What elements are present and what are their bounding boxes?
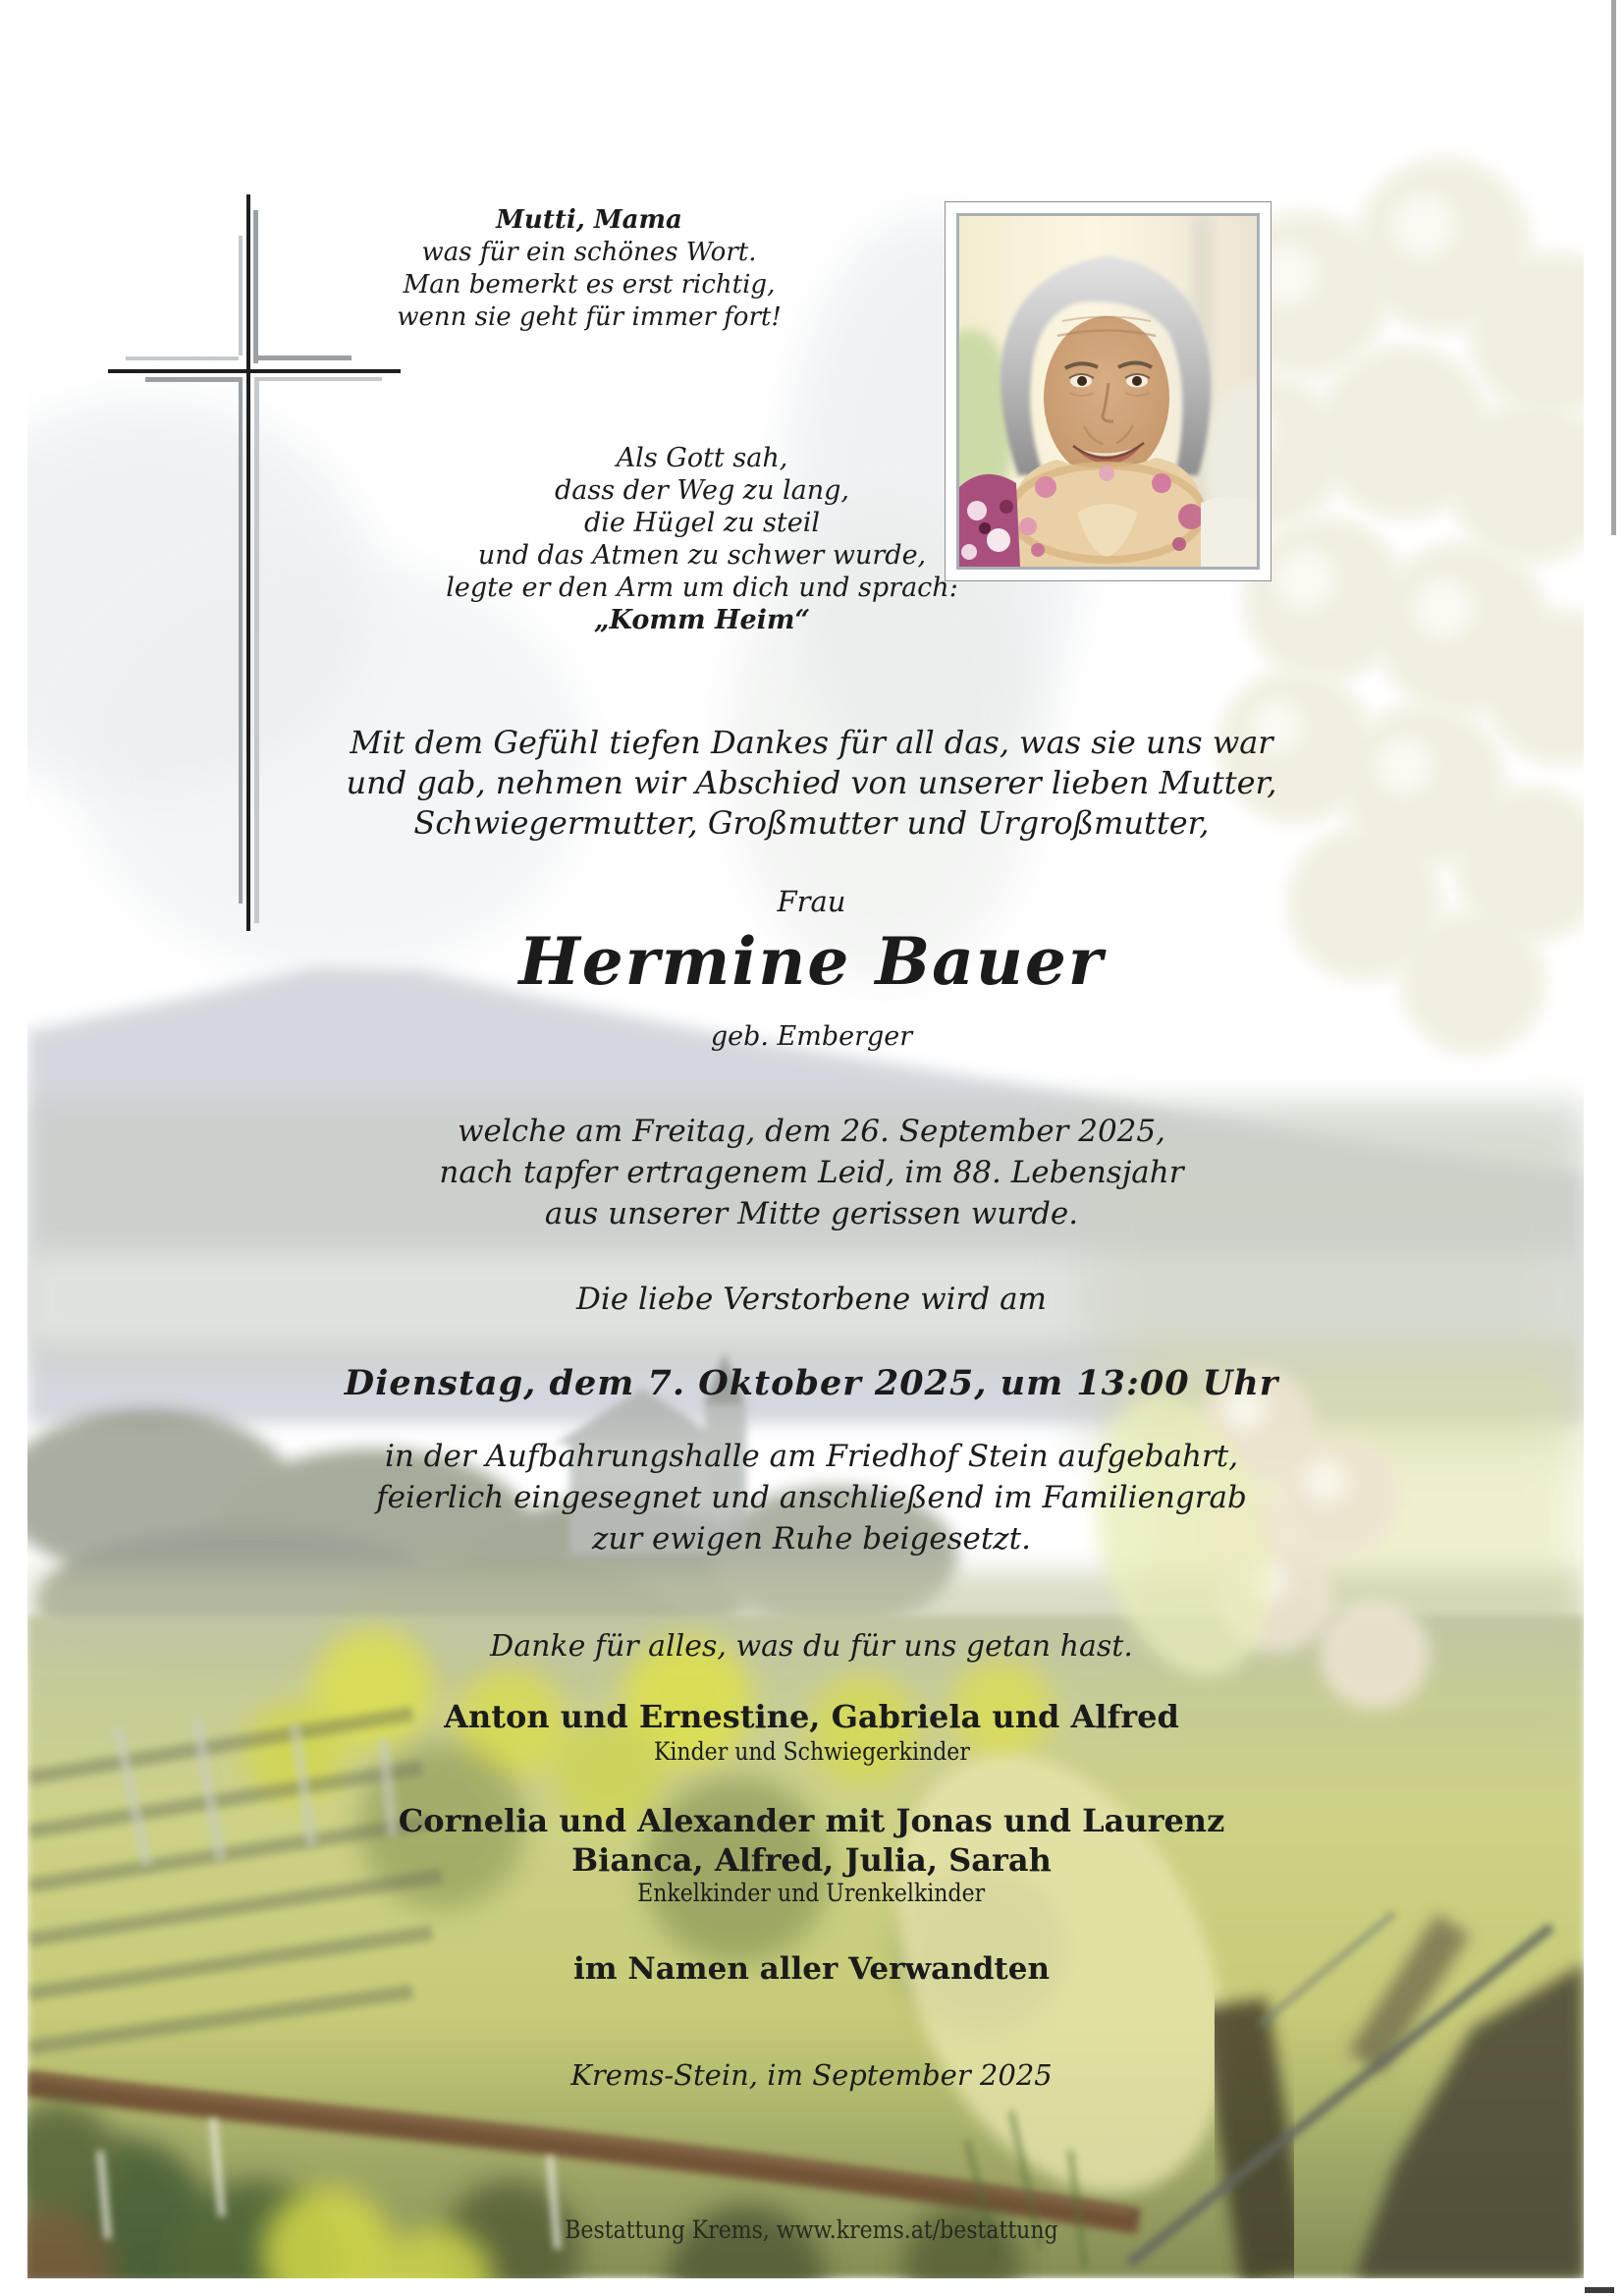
- mourners-children-relation: [0, 1737, 1623, 1766]
- second-poem-line: legte er den Arm um dich und sprach:: [446, 573, 958, 603]
- burial-line: feierlich eingesegnet und anschließend im Familiengrab: [376, 1480, 1247, 1515]
- opening-poem-line: wenn sie geht für immer fort!: [397, 302, 782, 332]
- second-poem-line: die Hügel zu steil: [583, 508, 821, 538]
- second-poem-line: und das Atmen zu schwer wurde,: [477, 540, 927, 571]
- maiden-name: geb. Emberger: [710, 1021, 913, 1052]
- funeral-home-footer-text: Bestattung Krems, www.krems.at/bestattung: [565, 2215, 1058, 2244]
- mourners-grandchildren-relation-text: Enkelkinder und Urenkelkinder: [637, 1879, 986, 1907]
- second-poem-line: Als Gott sah,: [616, 443, 788, 473]
- service-lead-line: Die liebe Verstorbene wird am: [576, 1282, 1047, 1317]
- mourners-grandchildren-names-2: Bianca, Alfred, Julia, Sarah: [571, 1841, 1052, 1879]
- mourners-grandchildren-names: Cornelia und Alexander mit Jonas und Laurenz: [398, 1802, 1225, 1839]
- farewell-line: Mit dem Gefühl tiefen Dankes für all das, was sie uns war: [350, 724, 1273, 761]
- deceased-name: Hermine Bauer: [518, 923, 1105, 1000]
- opening-poem-line: was für ein schönes Wort.: [421, 238, 757, 267]
- cross-shadow-arm-left-low: [145, 377, 243, 382]
- death-details-line: welche am Freitag, dem 26. September 2025,: [458, 1114, 1165, 1149]
- thanks-line: Danke für alles, was du für uns getan hast.: [490, 1629, 1133, 1664]
- salutation: Frau: [777, 885, 846, 918]
- second-poem-line: dass der Weg zu lang,: [554, 475, 849, 506]
- mourners-grandchildren-relation: [0, 1879, 1623, 1907]
- opening-poem-line: Man bemerkt es erst richtig,: [403, 270, 776, 300]
- farewell-paragraph: [0, 723, 1623, 844]
- opening-poem: [98, 204, 1080, 334]
- second-poem-quote: „Komm Heim“: [594, 605, 810, 635]
- burial-line: in der Aufbahrungshalle am Friedhof Stein aufgebahrt,: [384, 1439, 1239, 1474]
- funeral-home-footer: [0, 2215, 1623, 2244]
- cross-highlight-arm-right-low: [254, 377, 382, 381]
- cross-shadow-arm-right: [253, 355, 352, 360]
- cross-highlight-arm-left: [126, 356, 239, 360]
- death-details-line: aus unserer Mitte gerissen wurde.: [544, 1196, 1079, 1231]
- burial-paragraph: [0, 1436, 1623, 1559]
- cross-horizontal-bar: [108, 369, 401, 373]
- service-datetime: Dienstag, dem 7. Oktober 2025, um 13:00 Uhr: [344, 1363, 1279, 1403]
- closing-line: im Namen aller Verwandten: [573, 1951, 1050, 1987]
- death-details-line: nach tapfer ertragenem Leid, im 88. Lebensjahr: [439, 1155, 1184, 1190]
- farewell-line: und gab, nehmen wir Abschied von unserer lieben Mutter,: [346, 764, 1277, 801]
- location-date-line: Krems-Stein, im September 2025: [570, 2058, 1053, 2092]
- mourners-children-names: Anton und Ernestine, Gabriela und Alfred: [444, 1698, 1179, 1735]
- opening-poem-line: Mutti, Mama: [496, 205, 682, 235]
- second-poem: [211, 442, 1193, 636]
- death-details-paragraph: [0, 1111, 1623, 1234]
- farewell-line: Schwiegermutter, Großmutter und Urgroßmutter,: [413, 804, 1210, 842]
- burial-line: zur ewigen Ruhe beigesetzt.: [592, 1521, 1031, 1557]
- mourners-children-relation-text: Kinder und Schwiegerkinder: [653, 1737, 970, 1766]
